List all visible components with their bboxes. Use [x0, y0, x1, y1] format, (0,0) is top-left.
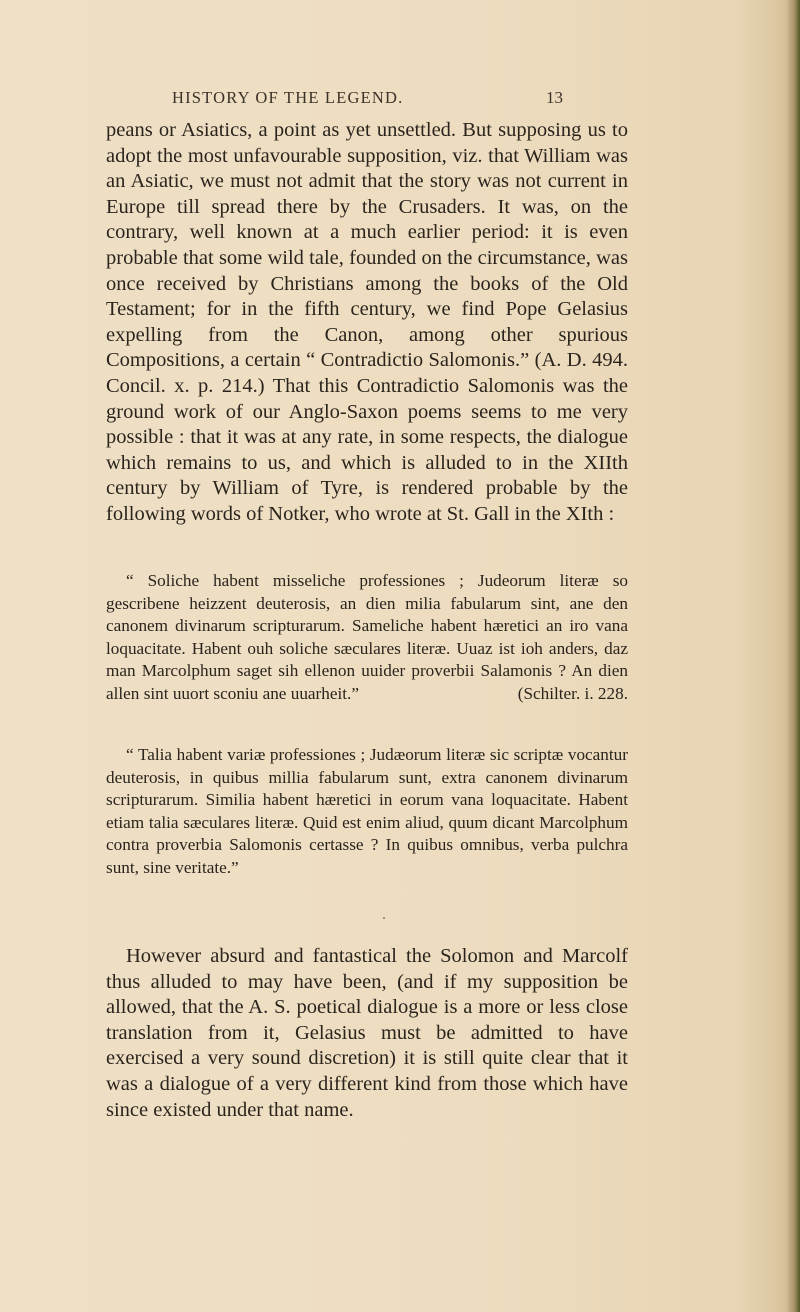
paragraph-1-block [106, 118, 628, 528]
quote-1 [106, 570, 628, 706]
paragraph-1: peans or Asiatics, a point as yet unsettled. But supposing us to adopt the most unfavourable supposition, viz. that William was an Asiatic, we must not admit that the story was not current in Europe till spread there by the Crusaders. It was, on the contrary, well known at a much earlier period: it is even probable that some wild tale, founded on the circumstance, was once received by Christians among the books of the Old Testament; for in the fifth century, we find Pope Gelasius expelling from the Canon, among other spurious Compositions, a certain “ Contradictio Salomonis.” (A. D. 494. Concil. x. p. 214.) That this Contradictio Salomonis was the ground work of our Anglo-Saxon poems seems to me very possible : that it was at any rate, in some respects, the dialogue which remains to us, and which is alluded to in the XIIth century by William of Tyre, is rendered probable by the following words of Notker, who wrote at St. Gall in the XIth : [106, 119, 628, 525]
page-edge-shadow [786, 0, 800, 1312]
paragraph-2-block [106, 944, 628, 1123]
quote-1-block [106, 570, 628, 706]
quote-1-citation: (Schilter. i. 228. [517, 683, 628, 703]
quote-2: “ Talia habent variæ professiones ; Judæorum literæ sic scriptæ vocantur deuterosis, in quibus millia fabularum sunt, extra canonem divinarum scripturarum. Similia habent hæretici in eorum vana loquacitate. Habent etiam talia sæculares literæ. Quid est enim aliud, quum dicant Marcolphum contra proverbia Salomonis certasse ? In quibus omnibus, verba pulchra sunt, sine veritate.” [106, 745, 628, 877]
quote-1-text: “ Soliche habent misseliche professiones ; Judeorum literæ so gescribene heizzent deuterosis, an dien milia fabularum sint, ane den canonem divinarum scripturarum. Sameliche habent hæretici an iro vana loquacitate. Habent ouh soliche sæculares literæ. Uuaz ist ioh anders, daz man Marcolphum saget sih ellenon uuider proverbii Salamonis ? An dien allen sint uuort sconiu ane uuarheit.” [106, 571, 628, 703]
running-head: HISTORY OF THE LEGEND. [172, 88, 404, 107]
paragraph-2: However absurd and fantastical the Solomon and Marcolf thus alluded to may have been, (and if my supposition be allowed, that the A. S. poetical dialogue is a more or less close translation from it, Gelasius must be admitted to have exercised a very sound discretion) it is still quite clear that it was a dialogue of a very different kind from those which have since existed under that name. [106, 945, 628, 1121]
page-number: 13 [546, 88, 563, 107]
print-speck [383, 917, 385, 919]
quote-2-block [106, 744, 628, 880]
